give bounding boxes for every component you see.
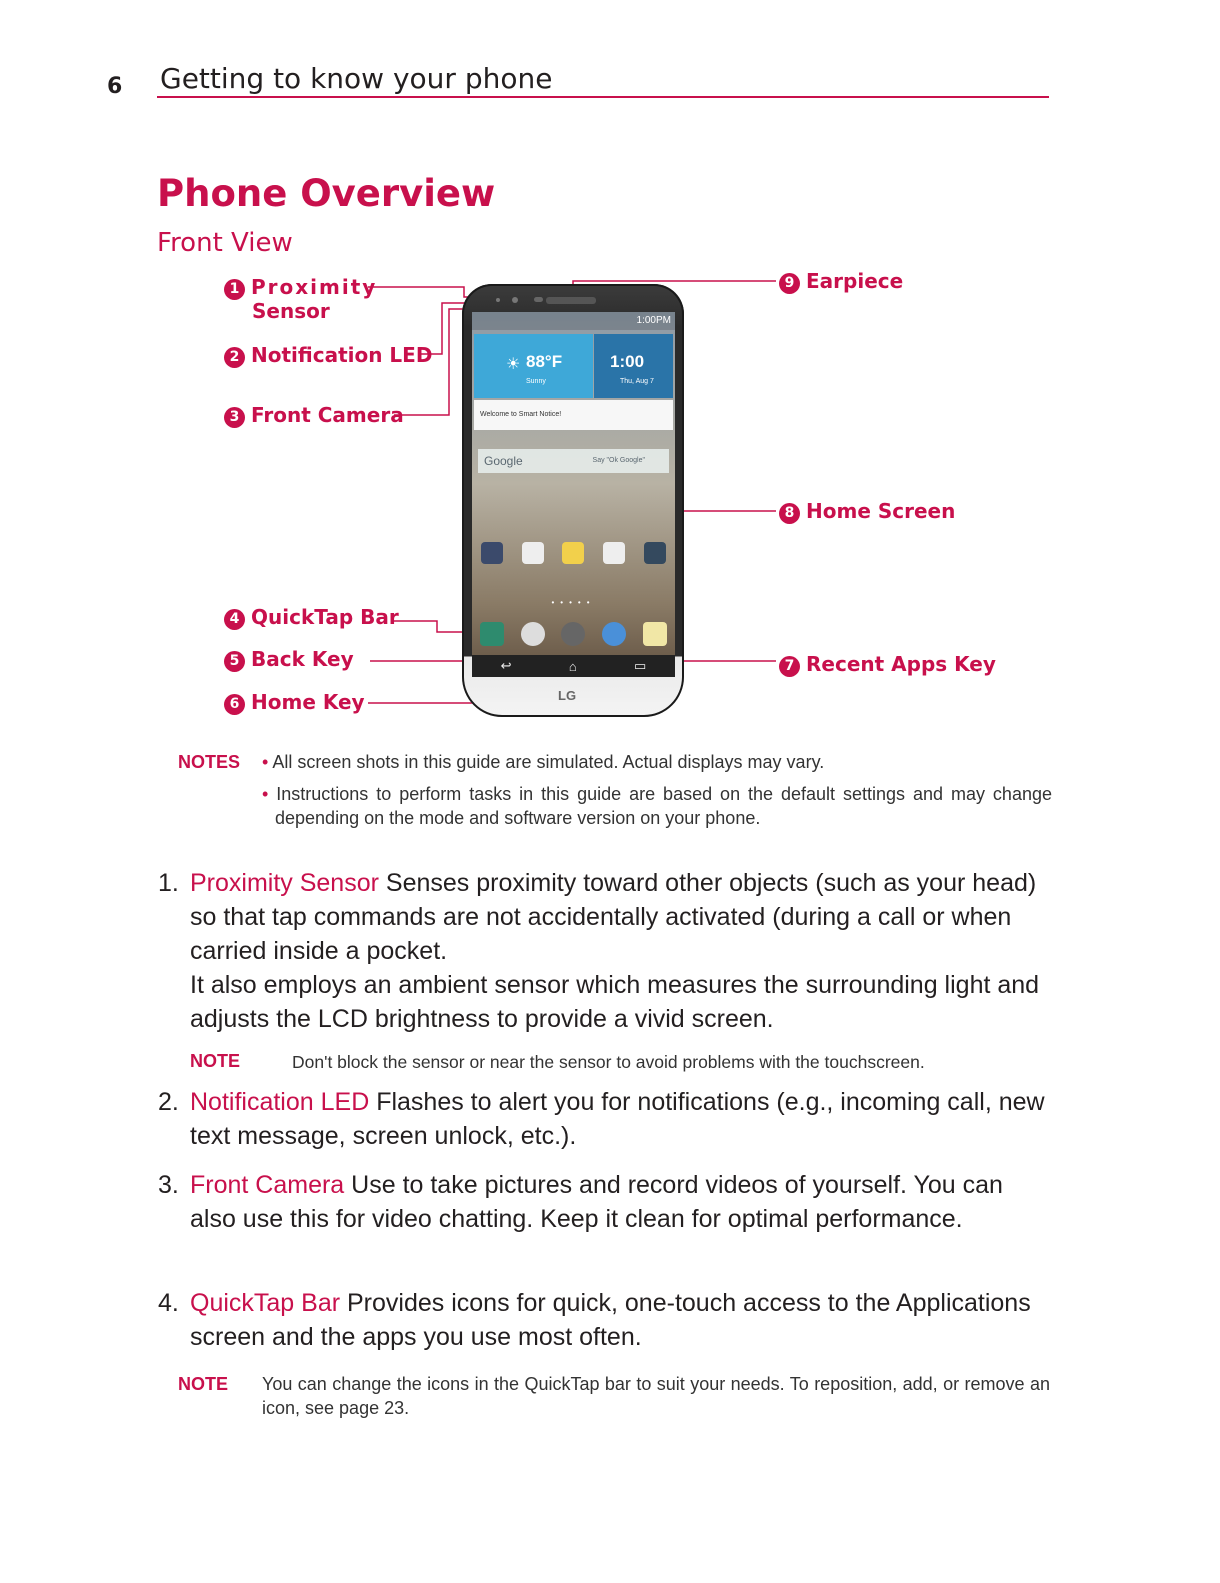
callout-label: Back Key [251, 647, 354, 671]
notes-label: NOTES [178, 752, 241, 772]
list-text: Flashes to alert you for notifications (e.g., incoming call, new text message, screen unlock, etc.). [190, 1088, 1045, 1150]
proximity-sensor [534, 297, 543, 302]
callout-label: Earpiece [806, 269, 904, 293]
list-term: QuickTap Bar [190, 1289, 341, 1317]
callout-label: Notification LED [251, 343, 433, 367]
callout-earpiece [779, 270, 903, 294]
callout-proximity-sensor [224, 276, 377, 322]
app-icon [603, 542, 625, 564]
phone-icon [480, 622, 504, 646]
list-number: 2. [158, 1088, 179, 1116]
earpiece [546, 297, 596, 304]
home-screen [472, 312, 675, 655]
callout-number: 6 [224, 694, 245, 715]
list-term: Notification LED [190, 1088, 370, 1116]
list-text: Use to take pictures and record videos of yourself. You can also use this for video chatting. Keep it clean for optimal performance. [190, 1171, 1003, 1233]
note-label: NOTE [178, 1374, 229, 1394]
callout-label: Home Screen [806, 499, 956, 523]
callout-number: 9 [779, 273, 800, 294]
status-bar: 1:00PM [472, 312, 675, 330]
note-item: • Instructions to perform tasks in this guide are based on the default settings and may change depending on the mode and software version on your phone. [262, 784, 1052, 828]
callout-number: 5 [224, 651, 245, 672]
app-row [472, 542, 675, 564]
app-icon [481, 542, 503, 564]
messaging-icon [643, 622, 667, 646]
list-text: Provides icons for quick, one-touch access to the Applications screen and the apps you use most often. [190, 1289, 1031, 1351]
note-item: • All screen shots in this guide are simulated. Actual displays may vary. [262, 752, 825, 772]
list-text: Senses proximity toward other objects (such as your head) so that tap commands are not accidentally activated (during a call or when carried inside a pocket. [190, 869, 1037, 965]
list-text: It also employs an ambient sensor which measures the surrounding light and adjusts the LCD brightness to provide a vivid screen. [190, 971, 1040, 1033]
note-text: You can change the icons in the QuickTap bar to suit your needs. To reposition, add, or remove an icon, see page 23. [262, 1374, 1050, 1418]
list-item-front-camera [158, 1168, 1050, 1236]
browser-icon [602, 622, 626, 646]
weather-widget [474, 334, 593, 398]
callout-label: Recent Apps Key [806, 652, 996, 676]
home-key-icon: ⌂ [568, 658, 577, 674]
clock-time: 1:00 [610, 352, 645, 371]
callout-recent-apps-key [779, 653, 996, 677]
clock-date: Thu, Aug 7 [620, 378, 654, 385]
callout-back-key [224, 648, 354, 672]
note-text: Instructions to perform tasks in this guide are based on the default settings and may change depending on the mode and software version on your phone. [275, 784, 1052, 828]
clock-widget [594, 334, 673, 398]
callout-label: Sensor [252, 299, 330, 323]
callout-label: Home Key [251, 690, 365, 714]
back-key-icon: ↩ [500, 658, 512, 673]
list-item-quicktap-bar [158, 1286, 1050, 1354]
lg-logo: LG [558, 688, 577, 703]
note-label: NOTE [190, 1051, 241, 1071]
callout-number: 2 [224, 347, 245, 368]
recent-apps-key-icon: ▭ [634, 658, 647, 673]
callout-number: 7 [779, 656, 800, 677]
callout-quicktap-bar [224, 606, 399, 630]
section-subtitle: Front View [157, 228, 293, 258]
list-item-proximity-sensor [158, 866, 1050, 1036]
callout-home-key [224, 691, 365, 715]
app-icon [522, 542, 544, 564]
notification-led [496, 298, 500, 302]
note-text: All screen shots in this guide are simulated. Actual displays may vary. [272, 752, 825, 772]
contacts-icon [521, 622, 545, 646]
list-term: Proximity Sensor [190, 869, 379, 897]
list-number: 3. [158, 1171, 179, 1199]
quicktap-bar [472, 616, 675, 652]
nav-bar [472, 655, 675, 677]
smart-notice: Welcome to Smart Notice! [474, 400, 673, 430]
weather-desc: Sunny [526, 378, 546, 385]
page-title: Phone Overview [157, 172, 496, 215]
list-term: Front Camera [190, 1171, 345, 1199]
page-dots: ••••• [551, 598, 596, 607]
callout-number: 4 [224, 609, 245, 630]
callout-label: Proximity [251, 275, 378, 299]
list-item-notification-led [158, 1085, 1050, 1153]
note-text: Don't block the sensor or near the sensor to avoid problems with the touchscreen. [292, 1052, 925, 1072]
app-icon [644, 542, 666, 564]
sun-icon: ☀ [506, 356, 521, 373]
front-camera [512, 297, 518, 303]
google-hint: Say "Ok Google" [592, 457, 645, 464]
callout-home-screen [779, 500, 955, 524]
callout-number: 8 [779, 503, 800, 524]
google-label: Google [484, 454, 523, 468]
app-icon [562, 542, 584, 564]
google-search-bar [478, 449, 669, 473]
callout-label: Front Camera [251, 403, 404, 427]
callout-front-camera [224, 404, 404, 428]
callout-number: 1 [224, 279, 245, 300]
callout-label: QuickTap Bar [251, 605, 399, 629]
page-number: 6 [107, 74, 123, 99]
list-number: 1. [158, 869, 179, 897]
chapter-title: Getting to know your phone [160, 62, 553, 95]
temperature: 88°F [526, 352, 563, 371]
callout-number: 3 [224, 407, 245, 428]
list-number: 4. [158, 1289, 179, 1317]
apps-icon [561, 622, 585, 646]
callout-notification-led [224, 344, 432, 368]
